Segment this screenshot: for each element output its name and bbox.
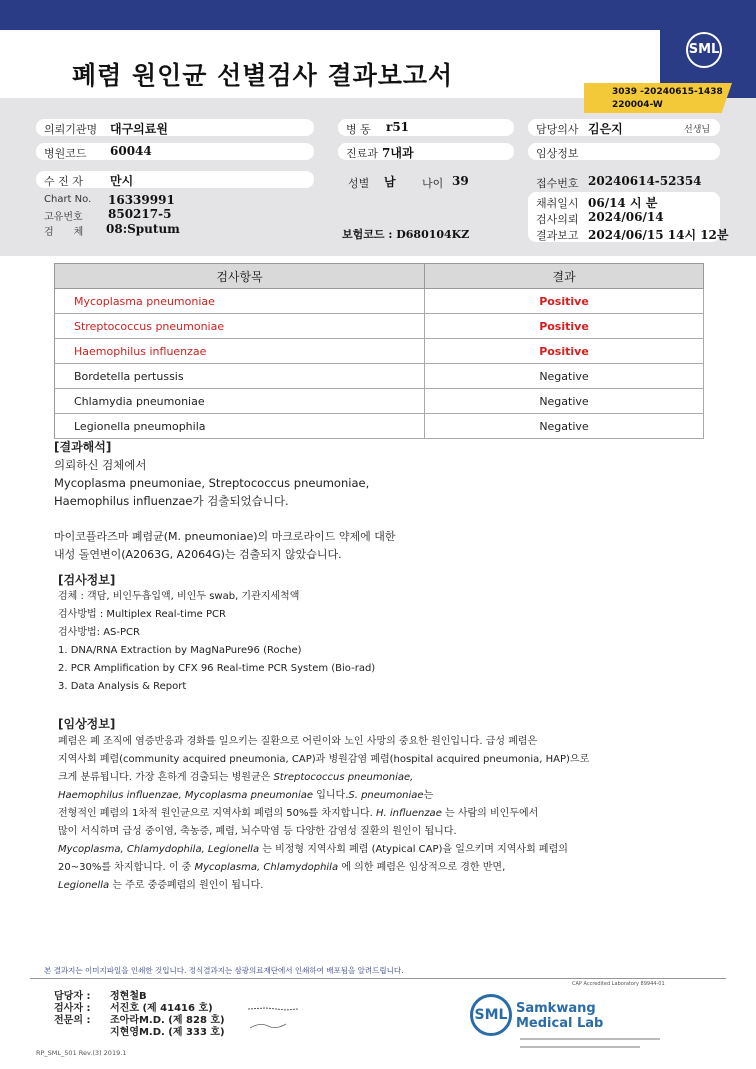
clinical-line (58, 805, 698, 823)
test-name: Bordetella pertussis (55, 364, 425, 389)
table-row (55, 364, 704, 389)
clinical-line (58, 841, 698, 859)
table-row (55, 414, 704, 439)
company-name-line2: Medical Lab (516, 1016, 604, 1031)
test-name: Streptococcus pneumoniae (55, 314, 425, 339)
test-name: Mycoplasma pneumoniae (55, 289, 425, 314)
test-result: Negative (425, 414, 704, 439)
staff-names (110, 991, 225, 1039)
dept-value: 7내과 (382, 146, 414, 160)
request-value: 2024/06/14 (588, 210, 664, 224)
clinical-line (58, 877, 698, 895)
table-row (55, 314, 704, 339)
collect-label: 채취일시 (536, 197, 579, 210)
age-value: 39 (452, 174, 469, 188)
company-name (516, 1001, 603, 1031)
signature-image (246, 1004, 302, 1034)
table-row (55, 289, 704, 314)
test-result: Negative (425, 389, 704, 414)
clinical-text-span: 는 주로 중증폐렴의 원인이 됩니다. (109, 880, 264, 891)
clinical-title: [임상정보] (58, 717, 116, 731)
clinical-text-span: 입니다. (313, 790, 349, 801)
table-row (55, 389, 704, 414)
clinical-text-span: 는 (423, 790, 434, 801)
patient-label: 수 진 자 (44, 175, 83, 188)
test-result: Positive (425, 289, 704, 314)
company-address-line (520, 1046, 640, 1048)
company-name-line1: Samkwang (516, 1001, 596, 1016)
company-address-line (520, 1038, 660, 1040)
clinical-italic-span: Mycoplasma, Chlamydophila (194, 862, 339, 873)
clinical-italic-span: H. influenzae (376, 808, 442, 819)
staff-name: 정현철B (110, 991, 147, 1002)
clinical-text-span: 전형적인 폐렴의 1차적 원인균으로 지역사회 폐렴의 50%를 차지합니다. (58, 808, 377, 819)
staff-label: 검사자 : (54, 1003, 91, 1014)
age-label: 나이 (422, 177, 444, 190)
cap-accreditation: CAP Accredited Laboratory 89944-01 (572, 981, 665, 987)
test-info-text (58, 588, 375, 696)
receipt-value: 20240614-52354 (588, 174, 702, 188)
clinical-italic-span: Haemophilus influenzae, Mycoplasma pneumoniae (58, 790, 314, 801)
chart-no-label: Chart No. (44, 194, 92, 205)
test-info-line: 검사방법 : Multiplex Real-time PCR (58, 609, 226, 620)
id-value: 850217-5 (108, 207, 172, 221)
patient-value: 만시 (110, 174, 134, 188)
specimen-value: 08:Sputum (106, 222, 180, 236)
test-info-line: 1. DNA/RNA Extraction by MagNaPure96 (Roche) (58, 645, 302, 656)
clinical-line: 지역사회 폐렴(community acquired pneumonia, CAP)과 병원감염 폐렴(hospital acquired pneumonia, HAP)으로 (58, 754, 590, 765)
header-test-item: 검사항목 (55, 264, 425, 289)
clinical-line (58, 769, 698, 787)
insurance-code: 보험코드 : D680104KZ (342, 228, 470, 241)
test-name: Haemophilus influenzae (55, 339, 425, 364)
clinical-italic-span: Streptococcus pneumoniae, (273, 772, 414, 783)
staff-label: 담당자 : (54, 991, 91, 1002)
dept-label: 진료과 (346, 147, 378, 160)
clinical-italic-span: Legionella (58, 880, 110, 891)
institution-value: 대구의료원 (110, 122, 168, 136)
clinical-italic-span: S. pneumoniae (348, 790, 424, 801)
sex-label: 성별 (348, 177, 370, 190)
interpretation-line: 의뢰하신 검체에서 (54, 458, 147, 472)
institution-label: 의뢰기관명 (44, 123, 98, 136)
interpretation-text (54, 456, 396, 564)
header-band (0, 0, 756, 30)
staff-labels (54, 991, 90, 1027)
clinical-line: 많이 서식하며 급성 중이염, 축농증, 폐렴, 뇌수막염 등 다양한 감염성 질환의 원인이 됩니다. (58, 826, 457, 837)
interpretation-title: [결과해석] (54, 440, 112, 454)
test-name: Legionella pneumophila (55, 414, 425, 439)
clinical-italic-span: Mycoplasma, Chlamydophila, Legionella (58, 844, 260, 855)
table-header-row (55, 264, 704, 289)
test-result: Positive (425, 314, 704, 339)
staff-label: 전문의 : (54, 1015, 91, 1026)
staff-name: 서진호 (제 41416 호) (110, 1003, 213, 1014)
ward-value: r51 (386, 120, 410, 134)
clinical-text-span: 는 비정형 지역사회 폐렴 (Atypical CAP)을 일으키며 지역사회 폐렴의 (259, 844, 568, 855)
chart-no-value: 16339991 (108, 193, 175, 207)
test-result: Positive (425, 339, 704, 364)
test-name: Chlamydia pneumoniae (55, 389, 425, 414)
test-info-line: 3. Data Analysis & Report (58, 681, 187, 692)
test-info-line: 2. PCR Amplification by CFX 96 Real-time PCR System (Bio-rad) (58, 663, 376, 674)
footer-divider (30, 978, 726, 979)
id-label: 고유번호 (44, 212, 83, 223)
test-info-line: 검체 : 객담, 비인두흡입액, 비인두 swab, 기관지세척액 (58, 591, 300, 602)
clinical-line: 폐렴은 폐 조직에 염증반응과 경화를 일으키는 질환으로 어린이와 노인 사망의 중요한 원인입니다. 급성 폐렴은 (58, 736, 538, 747)
sex-value: 남 (384, 175, 396, 189)
page-title: 폐렴 원인균 선별검사 결과보고서 (72, 61, 454, 90)
receipt-label: 접수번호 (536, 177, 579, 190)
hospital-code-label: 병원코드 (44, 147, 87, 160)
footer-notice: 본 결과지는 이미지파일을 인쇄한 것입니다. 정식결과지는 삼광의료재단에서 인쇄하여 배포됨을 알려드립니다. (44, 966, 404, 975)
clinical-line (58, 787, 698, 805)
header-result: 결과 (425, 264, 704, 289)
doctor-suffix: 선생님 (684, 125, 711, 135)
staff-name: 조아라M.D. (제 828 호) (110, 1015, 225, 1026)
report-number-line2: 220004-W (612, 100, 663, 110)
test-info-title: [검사정보] (58, 573, 116, 587)
results-table (54, 263, 704, 439)
clinical-text-span: 크게 분류됩니다. 가장 흔하게 검출되는 병원균은 (58, 772, 274, 783)
sml-logo: SML (686, 32, 722, 68)
staff-name: 지현영M.D. (제 333 호) (110, 1027, 225, 1038)
hospital-code-value: 60044 (110, 144, 152, 158)
request-label: 검사의뢰 (536, 213, 579, 226)
collect-value: 06/14 시 분 (588, 196, 658, 210)
interpretation-line (54, 510, 396, 528)
clinical-text-span: 는 사람의 비인두에서 (441, 808, 539, 819)
clinical-text-span: 에 의한 폐렴은 임상적으로 경한 반면, (338, 862, 506, 873)
ward-label: 병 동 (346, 123, 371, 136)
interpretation-line: Mycoplasma pneumoniae, Streptococcus pneumoniae, (54, 476, 370, 490)
clinical-info-label: 임상정보 (536, 147, 579, 160)
table-row (55, 339, 704, 364)
sml-footer-logo: SML (470, 994, 512, 1036)
clinical-text-span: 20~30%를 차지합니다. 이 중 (58, 862, 195, 873)
specimen-label: 검 체 (44, 227, 84, 238)
interpretation-line: Haemophilus influenzae가 검출되었습니다. (54, 494, 289, 508)
report-value: 2024/06/15 14시 12분 (588, 228, 729, 242)
form-number: RP_SML_501 Rev.(3) 2019.1 (36, 1049, 127, 1057)
clinical-line (58, 859, 698, 877)
doctor-value: 김은지 (588, 122, 623, 136)
interpretation-line: 내성 돌연변이(A2063G, A2064G)는 검출되지 않았습니다. (54, 548, 342, 561)
doctor-label: 담당의사 (536, 123, 579, 136)
report-number (612, 86, 732, 112)
report-number-line1: 3039 -20240615-1438 (612, 87, 723, 97)
interpretation-line: 마이코플라즈마 폐렴균(M. pneumoniae)의 마크로라이드 약제에 대한 (54, 530, 396, 543)
report-label: 결과보고 (536, 229, 579, 242)
test-result: Negative (425, 364, 704, 389)
clinical-text (58, 733, 698, 895)
test-info-line: 검사방법: AS-PCR (58, 627, 140, 638)
